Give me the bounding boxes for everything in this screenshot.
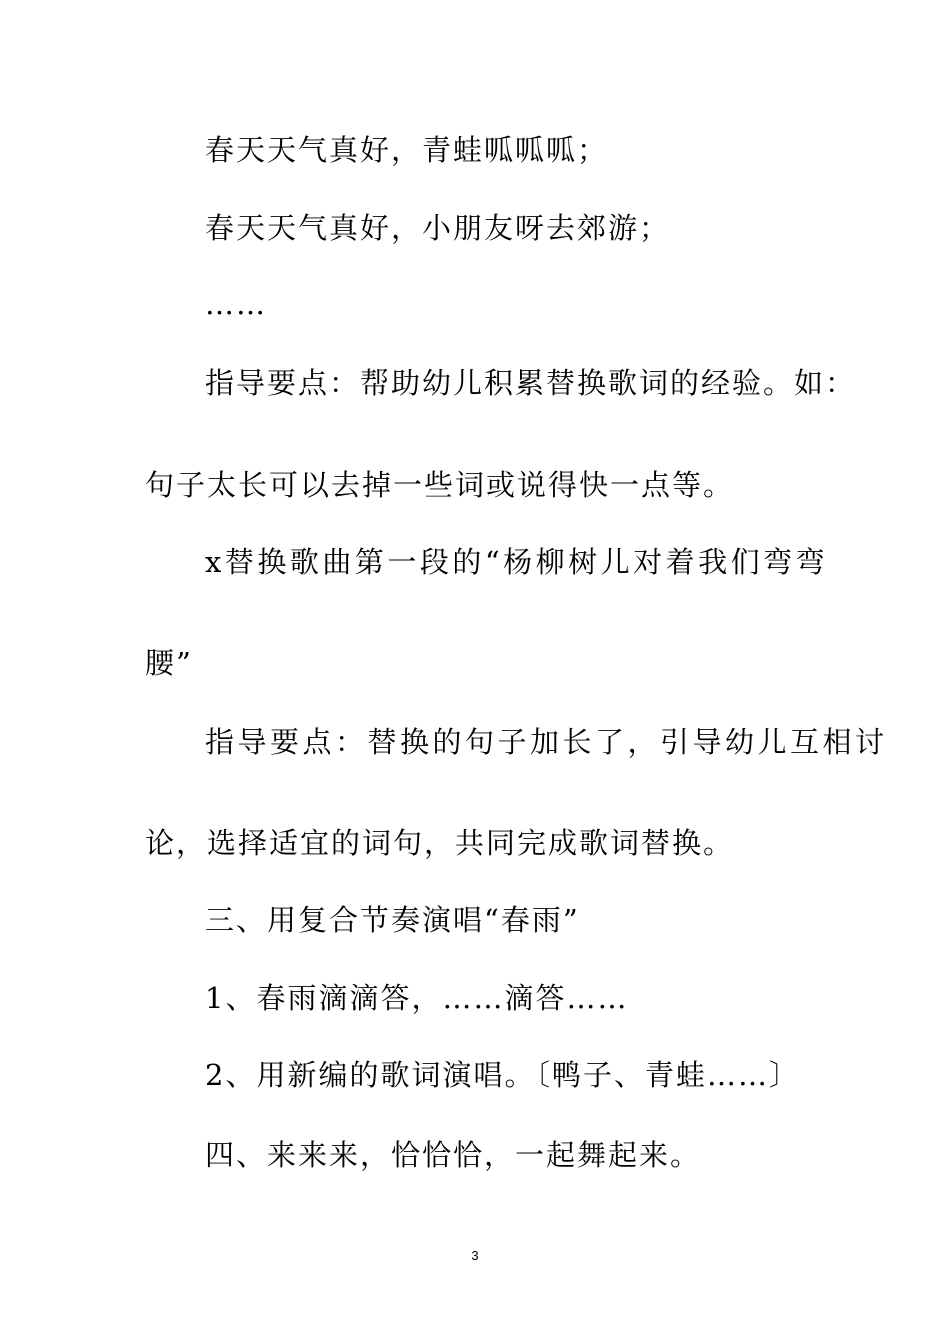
lyric-line-frog: 春天天气真好，青蛙呱呱呱； (205, 133, 609, 167)
replace-lyric-line-1: x替换歌曲第一段的“杨柳树儿对着我们弯弯 (205, 545, 829, 579)
page-number: 3 (471, 1248, 479, 1263)
step-1: 1、春雨滴滴答，……滴答…… (205, 981, 629, 1015)
guidance-paragraph-1-line-1: 指导要点：帮助幼儿积累替换歌词的经验。如： (205, 366, 857, 400)
section-heading-3: 三、用复合节奏演唱“春雨” (205, 903, 580, 937)
section-heading-4: 四、来来来，恰恰恰，一起舞起来。 (205, 1138, 702, 1172)
lyric-line-outing: 春天天气真好，小朋友呀去郊游； (205, 211, 671, 245)
guidance-paragraph-2-line-1: 指导要点：替换的句子加长了，引导幼儿互相讨 (205, 725, 888, 759)
replace-lyric-line-2: 腰” (145, 646, 193, 680)
guidance-paragraph-2-line-2: 论，选择适宜的词句，共同完成歌词替换。 (145, 826, 735, 860)
ellipsis-line: …… (205, 287, 267, 321)
step-2: 2、用新编的歌词演唱。〔鸭子、青蛙……〕 (205, 1058, 800, 1092)
guidance-paragraph-1-line-2: 句子太长可以去掉一些词或说得快一点等。 (145, 468, 735, 502)
